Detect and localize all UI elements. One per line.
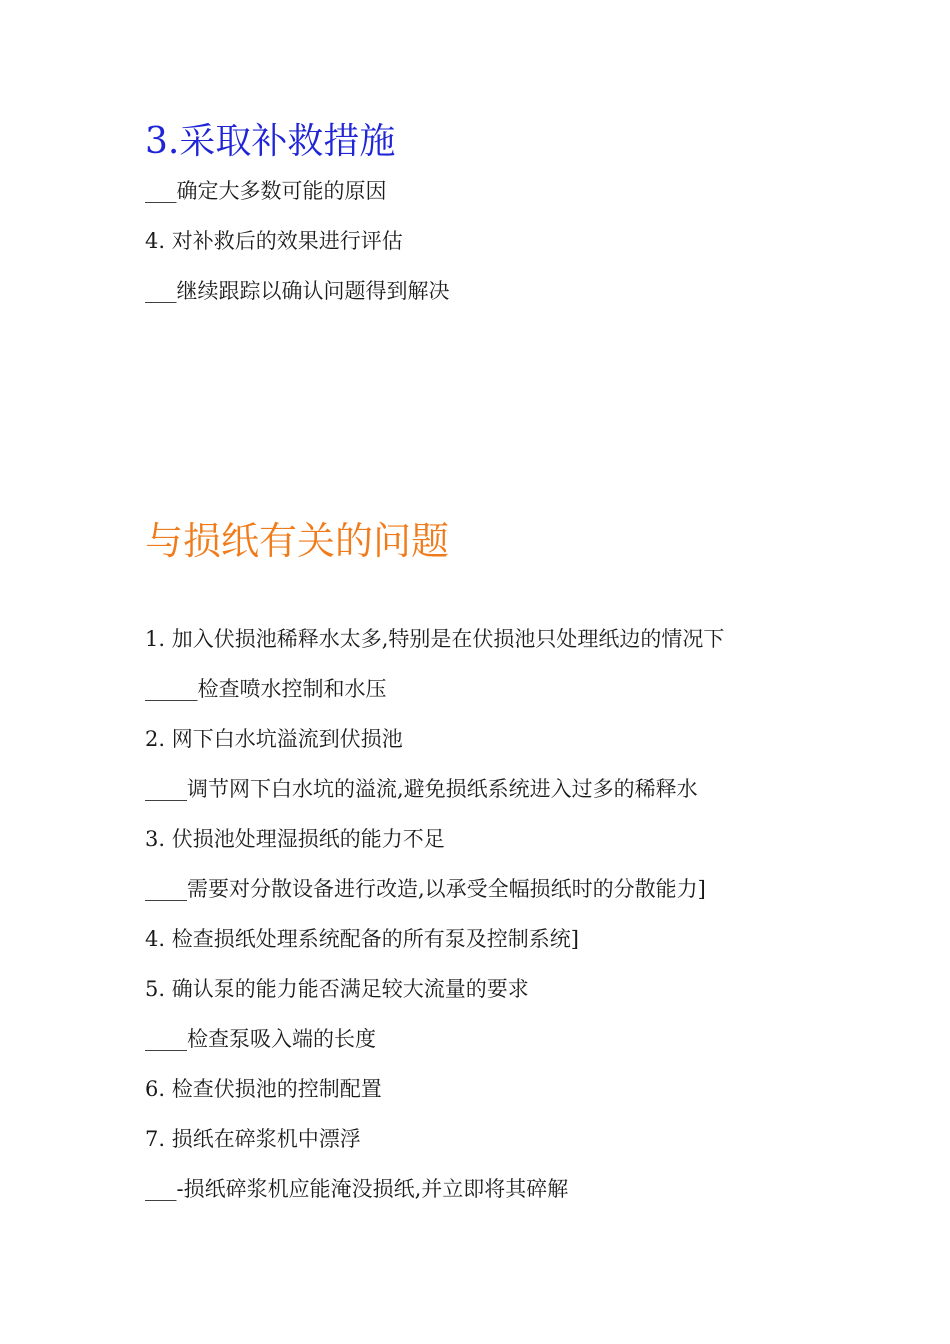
text-line: _____检查喷水控制和水压 — [145, 677, 387, 701]
text-line: 1. 加入伏损池稀释水太多,特别是在伏损池只处理纸边的情况下 — [145, 627, 725, 651]
text-line: 7. 损纸在碎浆机中漂浮 — [145, 1127, 361, 1151]
text-line: 6. 检查伏损池的控制配置 — [145, 1077, 382, 1101]
text-line: ____需要对分散设备进行改造,以承受全幅损纸时的分散能力] — [145, 877, 706, 901]
text-line: 5. 确认泵的能力能否满足较大流量的要求 — [145, 977, 529, 1001]
text-line: ___-损纸碎浆机应能淹没损纸,并立即将其碎解 — [145, 1177, 569, 1201]
text-line: ___继续跟踪以确认问题得到解决 — [145, 279, 450, 303]
text-line: 2. 网下白水坑溢流到伏损池 — [145, 727, 403, 751]
section-heading-remedial-measures: 3.采取补救措施 — [145, 121, 396, 162]
text-line: 4. 对补救后的效果进行评估 — [145, 229, 403, 253]
text-line: ____检查泵吸入端的长度 — [145, 1027, 376, 1051]
text-line: ___确定大多数可能的原因 — [145, 179, 387, 203]
text-line: 3. 伏损池处理湿损纸的能力不足 — [145, 827, 445, 851]
text-line: 4. 检查损纸处理系统配备的所有泵及控制系统] — [145, 927, 579, 951]
text-line: ____调节网下白水坑的溢流,避免损纸系统进入过多的稀释水 — [145, 777, 698, 801]
section-heading-broke-problems: 与损纸有关的问题 — [145, 519, 450, 563]
